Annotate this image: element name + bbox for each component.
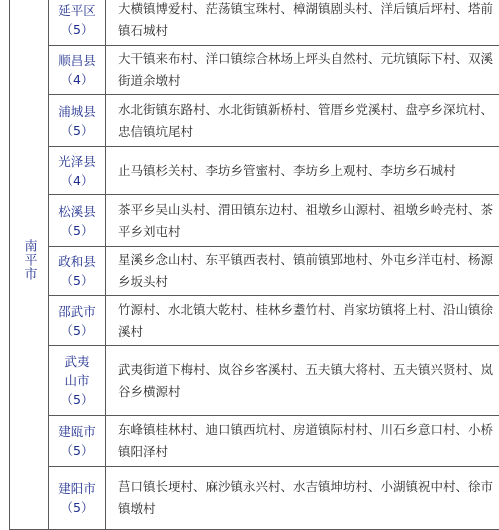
table-row bbox=[10, 147, 499, 195]
villages-cell: 东峰镇桂林村、迪口镇西坑村、房道镇际村村、川石乡意口村、小桥镇阳泽村 bbox=[106, 416, 499, 467]
county-name: 武夷 山市 bbox=[49, 352, 105, 390]
county-cell bbox=[49, 46, 106, 95]
village-count: （5） bbox=[49, 390, 105, 409]
village-count: （5） bbox=[49, 20, 105, 39]
table-row bbox=[10, 346, 499, 416]
county-name: 顺昌县 bbox=[49, 51, 105, 70]
city-name: 南平市 bbox=[20, 239, 39, 281]
table-row bbox=[10, 296, 499, 346]
table-row bbox=[10, 416, 499, 467]
county-name: 邵武市 bbox=[49, 302, 105, 321]
county-name: 建阳市 bbox=[49, 479, 105, 498]
village-count: （5） bbox=[49, 221, 105, 240]
county-name: 浦城县 bbox=[49, 102, 105, 121]
county-cell bbox=[49, 416, 106, 467]
village-count: （5） bbox=[49, 441, 105, 460]
villages-cell: 竹源村、水北镇大乾村、桂林乡耋竹村、肖家坊镇将上村、沿山镇徐溪村 bbox=[106, 296, 499, 346]
county-name: 光泽县 bbox=[49, 152, 105, 171]
villages-cell: 大干镇来布村、洋口镇综合林场上坪头自然村、元坑镇际下村、双溪街道余墩村 bbox=[106, 46, 499, 95]
county-name: 建瓯市 bbox=[49, 422, 105, 441]
county-name: 松溪县 bbox=[49, 202, 105, 221]
villages-cell: 武夷街道下梅村、岚谷乡客溪村、五夫镇大将村、五夫镇兴贤村、岚谷乡横源村 bbox=[106, 346, 499, 416]
county-cell bbox=[49, 467, 106, 530]
table-row bbox=[10, 95, 499, 147]
village-count: （4） bbox=[49, 70, 105, 89]
villages-cell: 星溪乡念山村、东平镇西表村、镇前镇郢地村、外屯乡洋屯村、杨源乡坂头村 bbox=[106, 247, 499, 296]
villages-cell: 水北街镇东路村、水北街镇新桥村、管厝乡党溪村、盘亭乡深坑村、忠信镇坑尾村 bbox=[106, 95, 499, 147]
county-cell bbox=[49, 195, 106, 247]
villages-cell: 茶平乡吴山头村、渭田镇东边村、祖墩乡山源村、祖墩乡岭壳村、茶平乡刘屯村 bbox=[106, 195, 499, 247]
city-cell bbox=[10, 0, 49, 530]
village-count: （4） bbox=[49, 171, 105, 190]
county-cell bbox=[49, 247, 106, 296]
village-count: （5） bbox=[49, 271, 105, 290]
table-row bbox=[10, 195, 499, 247]
county-cell bbox=[49, 346, 106, 416]
village-count: （5） bbox=[49, 121, 105, 140]
table-row bbox=[10, 467, 499, 530]
villages-cell: 大横镇博爱村、茫荡镇宝珠村、樟湖镇剧头村、洋后镇后坪村、塔前镇石城村 bbox=[106, 0, 499, 46]
county-name: 延平区 bbox=[49, 1, 105, 20]
village-count: （5） bbox=[49, 498, 105, 517]
county-cell bbox=[49, 95, 106, 147]
county-cell bbox=[49, 296, 106, 346]
table-row bbox=[10, 247, 499, 296]
villages-cell: 莒口镇长埂村、麻沙镇永兴村、水吉镇坤坊村、小湖镇祝中村、徐市镇墩村 bbox=[106, 467, 499, 530]
village-list-table bbox=[9, 0, 499, 530]
table-row bbox=[10, 0, 499, 46]
county-cell bbox=[49, 0, 106, 46]
villages-cell: 止马镇杉关村、李坊乡管蜜村、李坊乡上观村、李坊乡石城村 bbox=[106, 147, 499, 195]
county-cell bbox=[49, 147, 106, 195]
village-count: （5） bbox=[49, 321, 105, 340]
table-row bbox=[10, 46, 499, 95]
county-name: 政和县 bbox=[49, 252, 105, 271]
